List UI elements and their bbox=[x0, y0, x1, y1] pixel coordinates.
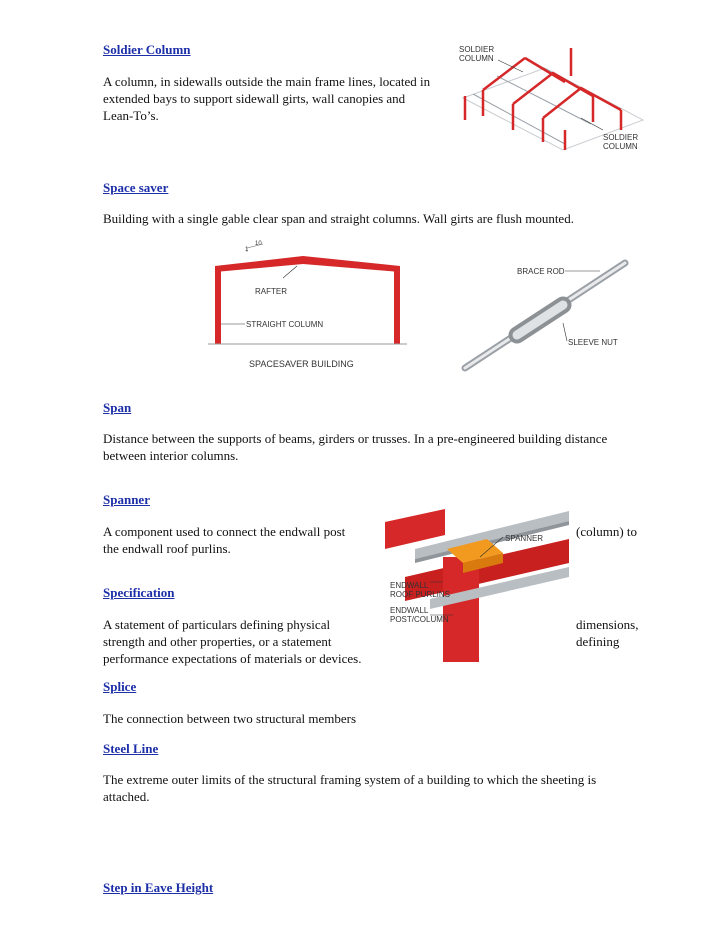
endwall-label-1: ENDWALL bbox=[390, 581, 429, 590]
heading-space-saver[interactable]: Space saver bbox=[103, 180, 169, 195]
steel-line-text-line-2: attached. bbox=[103, 789, 150, 804]
span-text-line-1: Distance between the supports of beams, girders or trusses. In a pre-engineered building distance bbox=[103, 431, 608, 446]
soldier-text-line-3: Lean-To’s. bbox=[103, 108, 159, 123]
brace-rod-label: BRACE ROD bbox=[517, 267, 565, 276]
spec-text-line-1-right: dimensions, bbox=[576, 617, 639, 632]
heading-steel-line[interactable]: Steel Line bbox=[103, 741, 159, 756]
roof-purlins-label: ROOF PURLINS bbox=[390, 590, 451, 599]
endwall-label-2: ENDWALL bbox=[390, 606, 429, 615]
soldier-fig-label-1: SOLDIER bbox=[459, 45, 495, 54]
heading-soldier-column[interactable]: Soldier Column bbox=[103, 42, 191, 57]
soldier-text-line-1: A column, in sidewalls outside the main frame lines, located in bbox=[103, 74, 431, 89]
heading-specification[interactable]: Specification bbox=[103, 585, 175, 600]
soldier-column-diagram bbox=[453, 38, 648, 158]
spanner-diagram bbox=[385, 497, 570, 662]
spec-text-line-2-left: strength and other properties, or a statement bbox=[103, 634, 332, 649]
steel-line-text-line-1: The extreme outer limits of the structural framing system of a building to which the sheeting is bbox=[103, 772, 597, 787]
straight-column-label: STRAIGHT COLUMN bbox=[246, 320, 324, 329]
heading-span[interactable]: Span bbox=[103, 400, 132, 415]
soldier-fig-label-4: COLUMN bbox=[603, 142, 638, 151]
spec-text-line-1-left: A statement of particulars defining physical bbox=[103, 617, 331, 632]
spanner-fig-label: SPANNER bbox=[505, 534, 544, 543]
slope-label-10: 10 bbox=[255, 241, 262, 247]
rafter-label: RAFTER bbox=[255, 287, 287, 296]
slope-label-1: 1 bbox=[245, 247, 249, 253]
spacesaver-building-label: SPACESAVER BUILDING bbox=[249, 359, 354, 369]
spacesaver-building-diagram bbox=[205, 236, 420, 376]
heading-spanner[interactable]: Spanner bbox=[103, 492, 150, 507]
heading-splice[interactable]: Splice bbox=[103, 679, 137, 694]
soldier-text-line-2: extended bays to support sidewall girts, wall canopies and bbox=[103, 91, 406, 106]
span-text-line-2: between interior columns. bbox=[103, 448, 239, 463]
splice-text: The connection between two structural members bbox=[103, 711, 357, 726]
post-column-label: POST/COLUMN bbox=[390, 615, 449, 624]
heading-step-in-eave-height[interactable]: Step in Eave Height bbox=[103, 880, 214, 895]
spanner-text-line-1-right: (column) to bbox=[576, 524, 638, 539]
spanner-text-line-2: the endwall roof purlins. bbox=[103, 541, 231, 556]
soldier-fig-label-2: COLUMN bbox=[459, 54, 494, 63]
spec-text-line-3: performance expectations of materials or devices. bbox=[103, 651, 362, 666]
space-saver-text: Building with a single gable clear span and straight columns. Wall girts are flush mounted. bbox=[103, 211, 574, 226]
spanner-text-line-1-left: A component used to connect the endwall post bbox=[103, 524, 346, 539]
brace-rod-diagram bbox=[455, 253, 635, 378]
sleeve-nut-label: SLEEVE NUT bbox=[568, 338, 618, 347]
soldier-fig-label-3: SOLDIER bbox=[603, 133, 639, 142]
spec-text-line-2-right: defining bbox=[576, 634, 620, 649]
